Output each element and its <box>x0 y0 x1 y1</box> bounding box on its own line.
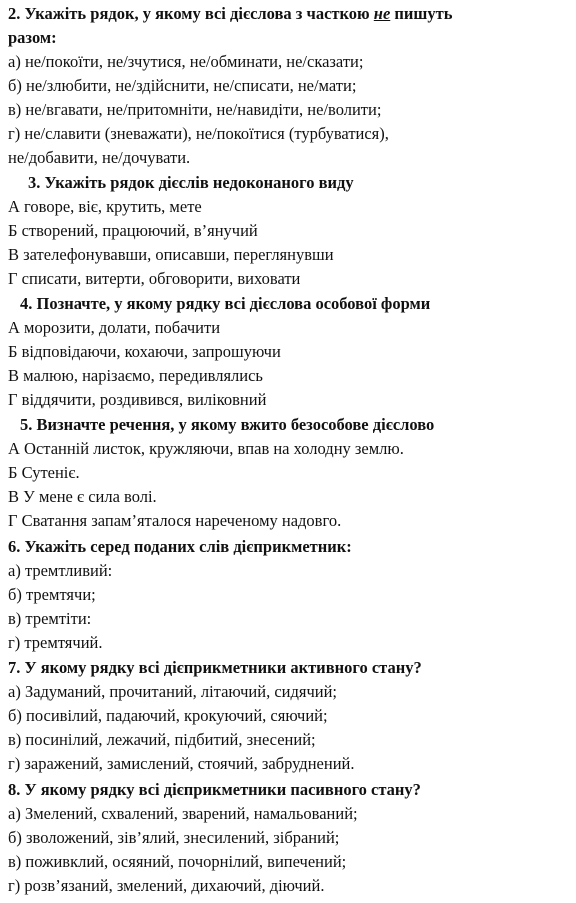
q8-option-a: а) Змелений, схвалений, зварений, намальований; <box>8 804 358 823</box>
q3-option-a: А говоре, віє, крутить, мете <box>8 197 202 216</box>
q6-title: 6. Укажіть серед поданих слів дієприкметник: <box>8 537 352 556</box>
q5-option-b: Б Сутеніє. <box>8 463 80 482</box>
q7-option-c: в) посинілий, лежачий, підбитий, знесений; <box>8 730 316 749</box>
q2-title <box>8 4 452 24</box>
q8-title: 8. У якому рядку всі дієприкметники пасивного стану? <box>8 780 421 799</box>
q8-option-c: в) поживклий, осяяний, почорнілий, випечений; <box>8 852 347 871</box>
q2-option-d-cont: не/добавити, не/дочувати. <box>8 148 191 167</box>
q6-option-c: в) тремтіти: <box>8 609 92 628</box>
q3-option-c: В зателефонувавши, описавши, переглянувши <box>8 245 334 264</box>
q2-option-b: б) не/злюбити, не/здійснити, не/списати, не/мати; <box>8 76 357 95</box>
q5-option-a: А Останній листок, кружляючи, впав на холодну землю. <box>8 439 404 458</box>
q5-option-d: Г Сватання запам’яталося нареченому надовго. <box>8 511 342 530</box>
q8-option-d: г) розв’язаний, змелений, дихаючий, діючий. <box>8 876 325 895</box>
q2-option-a: а) не/покоїти, не/зчутися, не/обминати, не/сказати; <box>8 52 364 71</box>
q4-option-a: А морозити, долати, побачити <box>8 318 221 337</box>
q7-option-d: г) заражений, замислений, стоячий, забруднений. <box>8 754 355 773</box>
q7-option-b: б) посивілий, падаючий, крокуючий, сяючий; <box>8 706 328 725</box>
q3-title: 3. Укажіть рядок дієслів недоконаного виду <box>28 173 354 192</box>
q2-title-particle: не <box>373 4 391 23</box>
q6-option-b: б) тремтячи; <box>8 585 96 604</box>
q6-option-a: а) тремтливий: <box>8 561 113 580</box>
q7-option-a: а) Задуманий, прочитаний, літаючий, сидячий; <box>8 682 338 701</box>
q2-title-end: пишуть <box>390 4 453 23</box>
q5-title: 5. Визначте речення, у якому вжито безособове дієслово <box>20 415 435 434</box>
q4-option-b: Б відповідаючи, кохаючи, запрошуючи <box>8 342 281 361</box>
q5-option-c: В У мене є сила волі. <box>8 487 157 506</box>
q4-option-d: Г віддячити, роздивився, виліковний <box>8 390 267 409</box>
q6-option-d: г) тремтячий. <box>8 633 103 652</box>
q2-title-cont: разом: <box>8 28 57 47</box>
q2-option-d: г) не/славити (зневажати), не/покоїтися (турбуватися), <box>8 124 389 143</box>
q8-option-b: б) зволожений, зів’ялий, знесилений, зібраний; <box>8 828 340 847</box>
q7-title: 7. У якому рядку всі дієприкметники активного стану? <box>8 658 422 677</box>
q3-option-b: Б створений, працюючий, в’янучий <box>8 221 258 240</box>
q3-option-d: Г списати, витерти, обговорити, виховати <box>8 269 301 288</box>
q4-option-c: В малюю, нарізаємо, передивлялись <box>8 366 263 385</box>
q2-title-start: 2. Укажіть рядок, у якому всі дієслова з часткою <box>8 4 374 23</box>
q2-option-c: в) не/вгавати, не/притомніти, не/навидіти, не/волити; <box>8 100 382 119</box>
q4-title: 4. Позначте, у якому рядку всі дієслова особової форми <box>20 294 431 313</box>
